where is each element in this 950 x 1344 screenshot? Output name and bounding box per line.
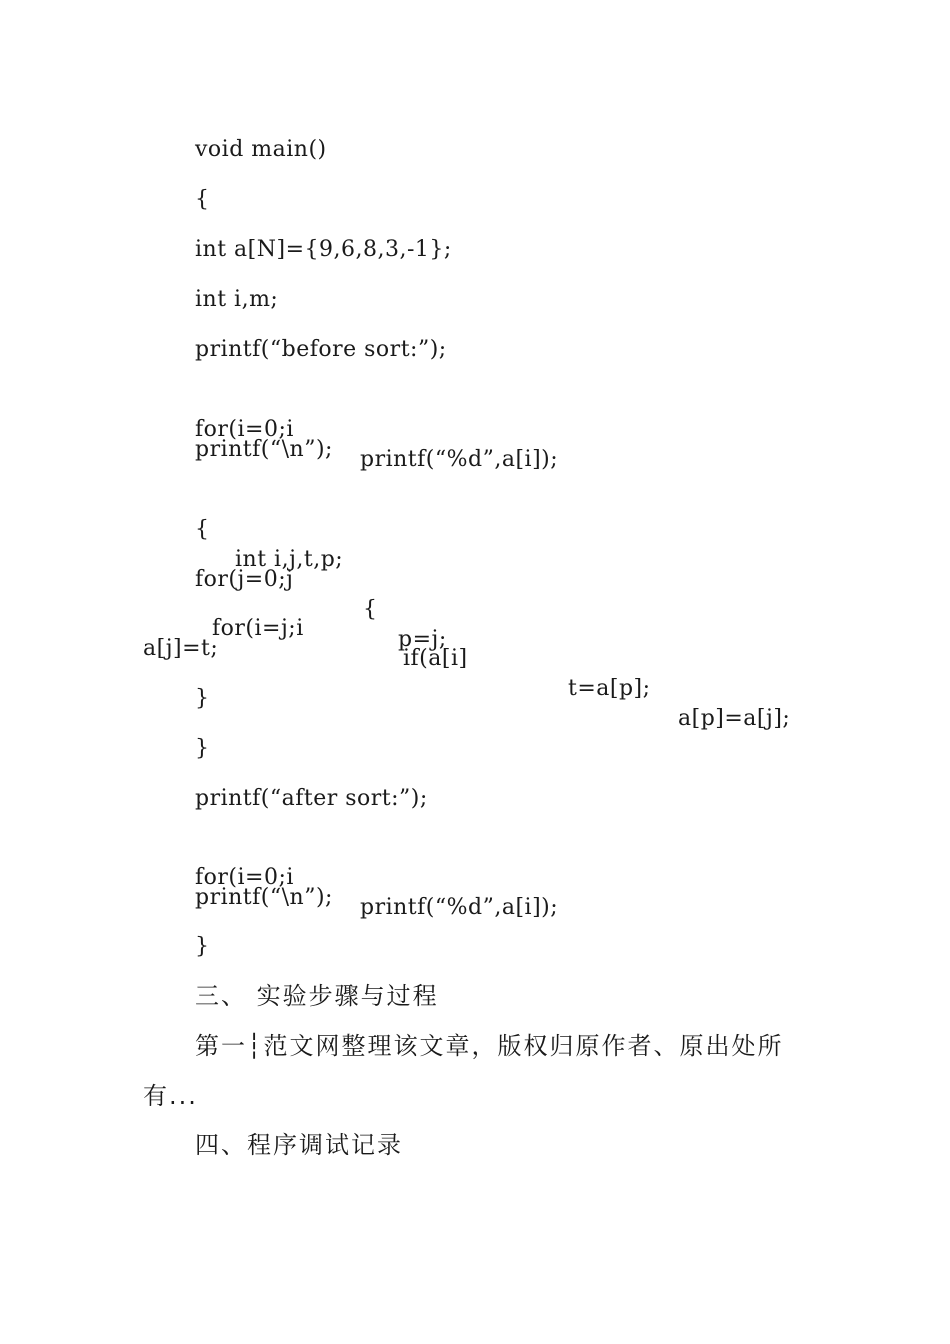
code-line: printf(“\n”); — [195, 437, 333, 462]
code-line: int a[N]={9,6,8,3,-1}; — [195, 237, 452, 262]
code-segment: t=a[p]; — [568, 676, 651, 701]
section-heading-steps: 三、 实验步骤与过程 — [195, 982, 439, 1010]
code-segment: { — [195, 517, 210, 542]
code-segment: for(i=0;i — [195, 865, 294, 890]
code-line: a[j]=t; — [143, 636, 219, 661]
code-segment: for(j=0;j — [195, 567, 294, 592]
code-segment: a[p]=a[j]; — [678, 706, 791, 731]
code-line: } — [195, 934, 210, 959]
code-segment: if(a[i] — [403, 646, 468, 671]
code-line — [0, 584, 950, 764]
code-line: printf(“\n”); — [195, 885, 333, 910]
paragraph-line: 第一┆范文网整理该文章，版权归原作者、原出处所 — [195, 1032, 784, 1060]
code-line — [0, 833, 950, 953]
code-segment: { — [363, 597, 378, 622]
code-segment: p=j; — [398, 627, 447, 652]
section-heading-debug: 四、程序调试记录 — [195, 1131, 403, 1159]
code-segment: int i,j,t,p; — [235, 547, 344, 572]
code-segment: printf(“%d”,a[i]); — [360, 447, 559, 472]
code-segment: for(i=0;i — [195, 417, 294, 442]
code-line: void main() — [195, 137, 327, 162]
code-segment: printf(“%d”,a[i]); — [360, 895, 559, 920]
code-line: } — [195, 736, 210, 761]
code-line: printf(“after sort:”); — [195, 786, 428, 811]
code-line: { — [195, 187, 210, 212]
code-line: printf(“before sort:”); — [195, 337, 447, 362]
paragraph-line: 有... — [143, 1082, 198, 1110]
code-segment: for(i=j;i — [212, 616, 304, 641]
code-line: } — [195, 686, 210, 711]
code-line: int i,m; — [195, 287, 279, 312]
